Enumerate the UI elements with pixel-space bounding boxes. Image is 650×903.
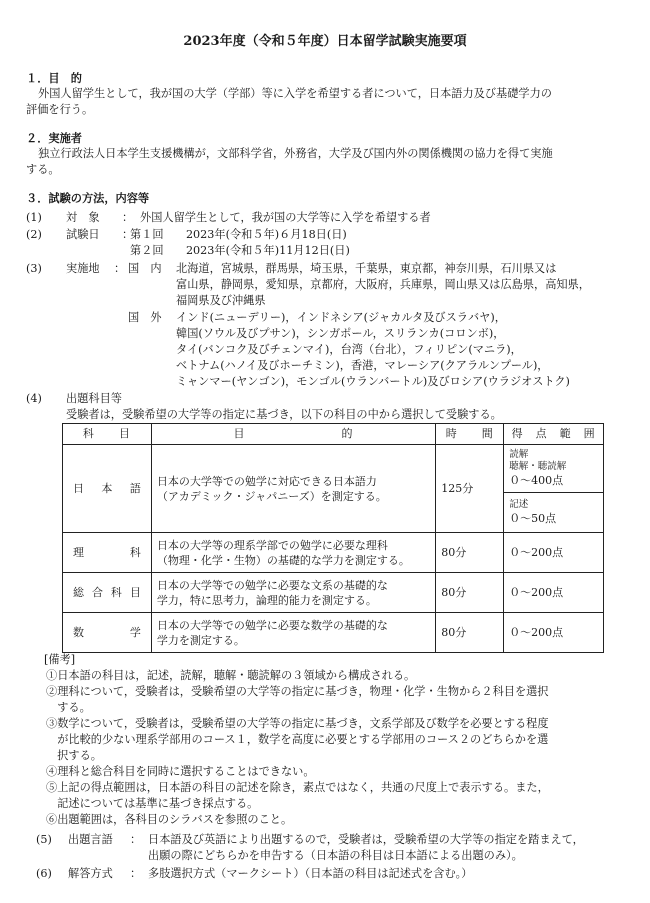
language-line-1: 日本語及び英語により出題するので，受験者は，受験希望の大学等の指定を踏まえて， xyxy=(148,833,584,846)
note-4-line-1: ④理科と総合科目を同時に選択することはできない。 xyxy=(46,765,315,778)
subjects-label: 出題科目等 xyxy=(66,392,122,405)
purpose-line: 日本の大学等での勉学に対応できる日本語力 xyxy=(156,474,377,488)
time-cell: 80分 xyxy=(436,533,504,573)
language-colon: ： xyxy=(130,833,142,846)
score-cell: ０～200点 xyxy=(504,573,604,613)
subjects-intro: 受験者は，受験希望の大学等の指定に基づき，以下の科目の中から選択して受験する。 xyxy=(66,408,502,421)
subject-science: 理科 xyxy=(63,533,152,573)
purpose-line: 日本の大学等での勉学に必要な数学の基礎的な xyxy=(156,618,388,632)
score-label: 聴解・聴読解 xyxy=(509,460,567,472)
header-subject: 科 目 xyxy=(63,424,152,445)
date-second: 第２回 2023年(令和５年)11月12日(日) xyxy=(130,244,350,257)
domestic-line-1: 北海道，宮城県，群馬県，埼玉県，千葉県，東京都，神奈川県，石川県又は xyxy=(176,262,557,275)
section-3-heading: ３．試験の方法，内容等 xyxy=(26,191,150,205)
subject-math: 数学 xyxy=(63,613,152,653)
language-num: (5) xyxy=(36,833,52,846)
note-5-line-1: ⑤上記の得点範囲は，日本語の科目の記述を除き，素点ではなく，共通の尺度上で表示する。また， xyxy=(46,781,549,794)
answer-colon: ： xyxy=(130,867,142,880)
venues-num: (3) xyxy=(26,262,42,275)
note-2-line-1: ②理科について，受験者は，受験希望の大学等の指定に基づき，物理・化学・生物から２科目を選択 xyxy=(46,685,549,698)
target-text: 外国人留学生として，我が国の大学等に入学を希望する者 xyxy=(140,211,431,224)
dates-label: 試験日 xyxy=(66,228,100,241)
dates-num: (2) xyxy=(26,228,42,241)
note-3-line-3: 択する。 xyxy=(46,749,102,762)
overseas-line-2: 韓国(ソウル及びプサン)，シンガポール，スリランカ(コロンボ)， xyxy=(176,327,505,340)
score-label: 読解 xyxy=(509,448,529,460)
purpose-line: 日本の大学等での勉学に必要な文系の基礎的な xyxy=(156,578,388,592)
date-first: 第１回 2023年(令和５年)６月18日(日) xyxy=(130,228,347,241)
note-3-line-2: が比較的少ない理系学部用のコース１，数学を高度に必要とする学部用のコース２のどちらかを選 xyxy=(46,733,549,746)
language-label: 出題言語 xyxy=(68,833,113,846)
purpose-line: 日本の大学等の理系学部での勉学に必要な理科 xyxy=(156,538,388,552)
note-3-line-1: ③数学について，受験者は，受験希望の大学等の指定に基づき，文系学部及び数学を必要とする程度 xyxy=(46,717,549,730)
score-cell xyxy=(504,445,604,493)
section-2-line-2: する。 xyxy=(26,163,60,176)
time-cell: 80分 xyxy=(436,573,504,613)
purpose-line: （物理・化学・生物）の基礎的な学力を測定する。 xyxy=(156,553,410,567)
target-colon: ： xyxy=(122,211,134,224)
header-time: 時 間 xyxy=(436,424,504,445)
notes-label: [備考] xyxy=(44,653,76,666)
score-cell: ０～200点 xyxy=(504,613,604,653)
score-range: ０～50点 xyxy=(509,511,557,525)
header-purpose: 目 的 xyxy=(151,424,435,445)
overseas-line-1: インド(ニューデリー)，インドネシア(ジャカルタ及びスラバヤ)， xyxy=(176,311,506,324)
note-6-line-1: ⑥出題範囲は，各科目のシラバスを参照のこと。 xyxy=(46,813,293,826)
section-1-line-2: 評価を行う。 xyxy=(26,103,94,116)
score-range: ０～400点 xyxy=(509,473,564,487)
score-cell: ０～200点 xyxy=(504,533,604,573)
header-score: 得 点 範 囲 xyxy=(504,424,604,445)
subjects-table xyxy=(62,423,604,653)
page-title: 2023年度（令和５年度）日本留学試験実施要項 xyxy=(183,34,467,49)
score-cell xyxy=(504,493,604,533)
dates-colon: ： xyxy=(122,228,134,241)
section-1-line-1: 外国人留学生として，我が国の大学（学部）等に入学を希望する者について，日本語力及び基礎学力の xyxy=(38,87,552,100)
table-row xyxy=(63,573,604,613)
target-num: (1) xyxy=(26,211,42,224)
table-row xyxy=(63,613,604,653)
purpose-cell xyxy=(151,613,435,653)
note-1-line-1: ①日本語の科目は，記述，読解，聴解・聴読解の３領域から構成される。 xyxy=(46,669,416,682)
section-1-heading: １．目 的 xyxy=(26,71,82,85)
overseas-line-5: ミャンマー(ヤンゴン)，モンゴル(ウランバートル)及びロシア(ウラジオストク) xyxy=(176,375,570,388)
purpose-line: 学力，特に思考力，論理的能力を測定する。 xyxy=(156,593,377,607)
subject-japanese: 日本語 xyxy=(63,445,152,533)
score-label: 記述 xyxy=(509,498,529,510)
purpose-cell xyxy=(151,573,435,613)
answer-num: (6) xyxy=(36,867,52,880)
domestic-line-2: 富山県，静岡県，愛知県，京都府，大阪府，兵庫県，岡山県又は広島県，高知県， xyxy=(176,278,590,291)
subjects-num: (4) xyxy=(26,392,42,405)
venues-label: 実施地 xyxy=(66,262,100,275)
overseas-line-4: ベトナム(ハノイ及びホーチミン)，香港，マレーシア(クアラルンプール)， xyxy=(176,359,549,372)
section-2-line-1: 独立行政法人日本学生支援機構が，文部科学省，外務省，大学及び国内外の関係機関の協力を得て実施 xyxy=(38,147,553,160)
answer-text: 多肢選択方式（マークシート）（日本語の科目は記述式を含む。） xyxy=(148,867,473,880)
note-5-line-2: 記述については基準に基づき採点する。 xyxy=(46,797,259,810)
time-cell: 125分 xyxy=(436,445,504,533)
overseas-label: 国 外 xyxy=(128,311,162,324)
venues-colon: ： xyxy=(114,262,126,275)
table-row xyxy=(63,445,604,493)
time-cell: 80分 xyxy=(436,613,504,653)
table-row xyxy=(63,533,604,573)
domestic-line-3: 福岡県及び沖縄県 xyxy=(176,294,266,307)
target-label: 対 象 xyxy=(66,211,100,224)
purpose-cell xyxy=(151,445,435,533)
table-header-row xyxy=(63,424,604,445)
subject-general: 総合科目 xyxy=(63,573,152,613)
purpose-cell xyxy=(151,533,435,573)
purpose-line: （アカデミック・ジャパニーズ）を測定する。 xyxy=(156,489,387,503)
domestic-label: 国 内 xyxy=(128,262,162,275)
note-2-line-2: する。 xyxy=(46,701,91,714)
answer-label: 解答方式 xyxy=(68,867,113,880)
language-line-2: 出願の際にどちらかを申告する（日本語の科目は日本語による出題のみ）。 xyxy=(148,849,523,862)
section-2-heading: ２．実施者 xyxy=(26,131,82,145)
overseas-line-3: タイ(バンコク及びチェンマイ)，台湾（台北），フィリピン(マニラ)， xyxy=(176,343,522,356)
purpose-line: 学力を測定する。 xyxy=(156,633,245,647)
